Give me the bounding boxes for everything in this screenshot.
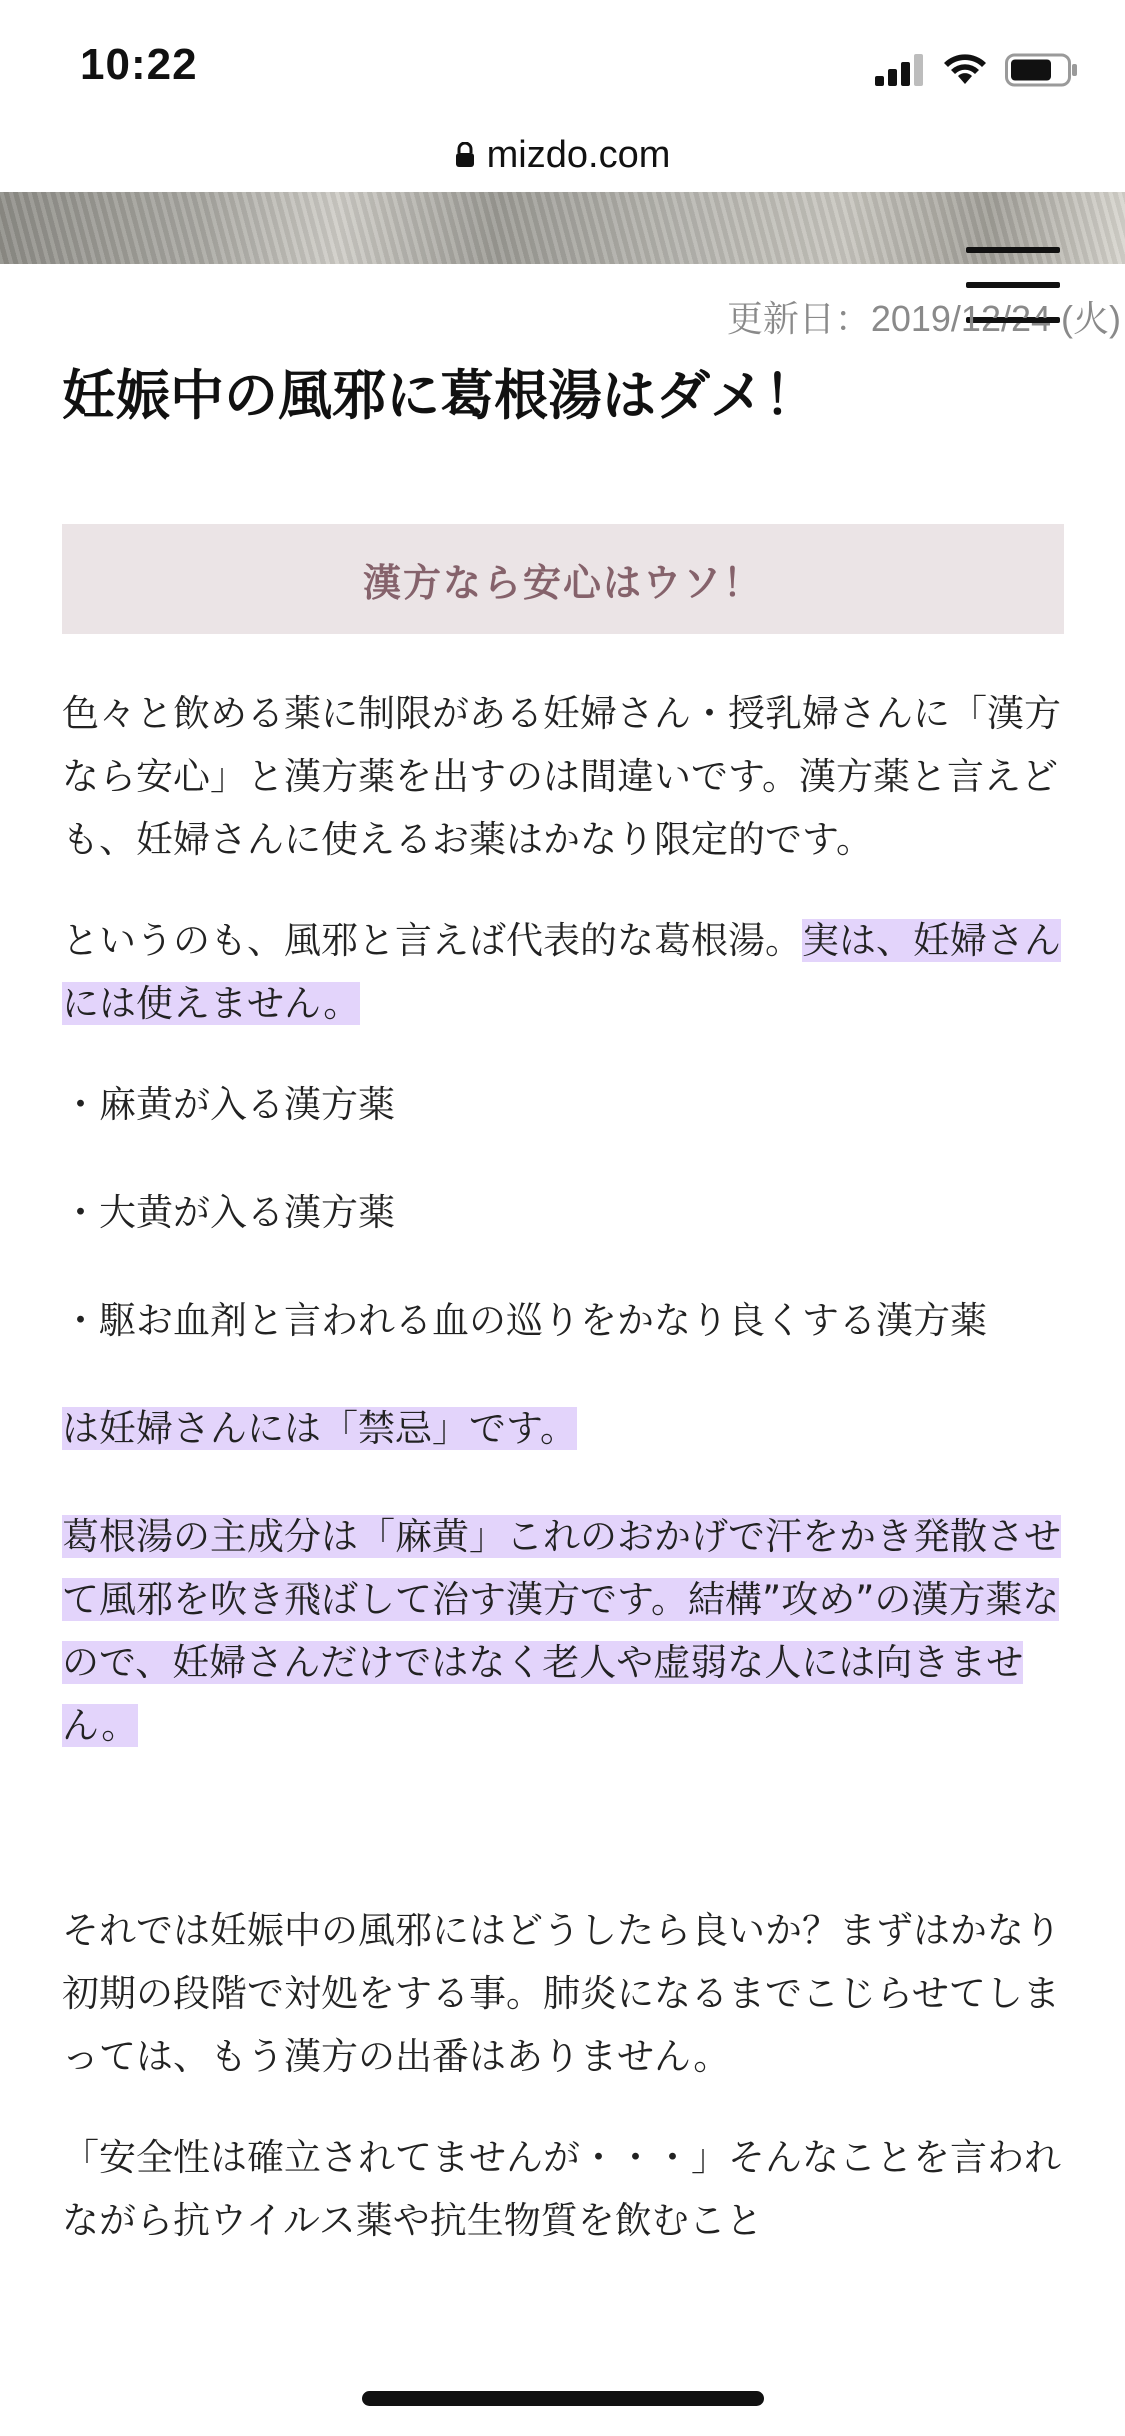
paragraph-intro: 色々と飲める薬に制限がある妊婦さん・授乳婦さんに「漢方なら安心」と漢方薬を出すのは間違いです。漢方薬と言えども、妊婦さんに使えるお薬はかなり限定的です。: [62, 692, 1061, 861]
highlighted-text: 葛根湯の主成分は「麻黄」これのおかげで汗をかき発散させて風邪を吹き飛ばして治す漢方です。結構”攻め”の漢方薬なので、妊婦さんだけではなく老人や虚弱な人には向きません。: [62, 1515, 1061, 1747]
update-date: 更新日：2019/12/24 (火): [726, 298, 1121, 339]
cellular-signal-icon: [875, 54, 925, 86]
article: [62, 360, 1062, 2252]
paragraph-text: というのも、風邪と言えば代表的な葛根湯。: [62, 919, 802, 962]
paragraph-taboo: [62, 1397, 1062, 1460]
status-time: 10:22: [80, 40, 198, 89]
list-item: ・大黄が入る漢方薬: [62, 1191, 395, 1234]
article-title: 妊娠中の風邪に葛根湯はダメ！: [62, 363, 818, 427]
url-display[interactable]: [455, 134, 671, 177]
list-item: ・駆お血剤と言われる血の巡りをかなり良くする漢方薬: [62, 1299, 987, 1342]
paragraph-what-to-do: それでは妊娠中の風邪にはどうしたら良いか？まずはかなり初期の段階で対処をする事。肺炎になるまでこじらせてしまっては、もう漢方の出番はありません。: [62, 1909, 1061, 2078]
lock-icon: [455, 142, 475, 168]
battery-icon: [1005, 53, 1079, 87]
header-banner-image: [0, 192, 1125, 264]
highlighted-text: 実は、妊婦さんには使えません。: [62, 919, 1061, 1025]
wifi-icon: [943, 54, 987, 86]
home-indicator[interactable]: [362, 2391, 764, 2406]
paragraph-kakkonto-intro: [62, 909, 1062, 1035]
paragraph-kakkonto-detail: [62, 1505, 1062, 1757]
callout-heading: 漢方なら安心はウソ！: [62, 524, 1064, 634]
address-bar[interactable]: [0, 118, 1125, 192]
highlighted-text: は妊婦さんには「禁忌」です。: [62, 1407, 578, 1450]
status-icons: [875, 50, 1079, 90]
url-text: mizdo.com: [486, 133, 671, 176]
status-bar: [0, 0, 1125, 130]
paragraph-safety: 「安全性は確立されてませんが・・・」そんなことを言われながら抗ウイルス薬や抗生物質を飲むこと: [62, 2136, 1061, 2242]
list-item: ・麻黄が入る漢方薬: [62, 1083, 395, 1126]
